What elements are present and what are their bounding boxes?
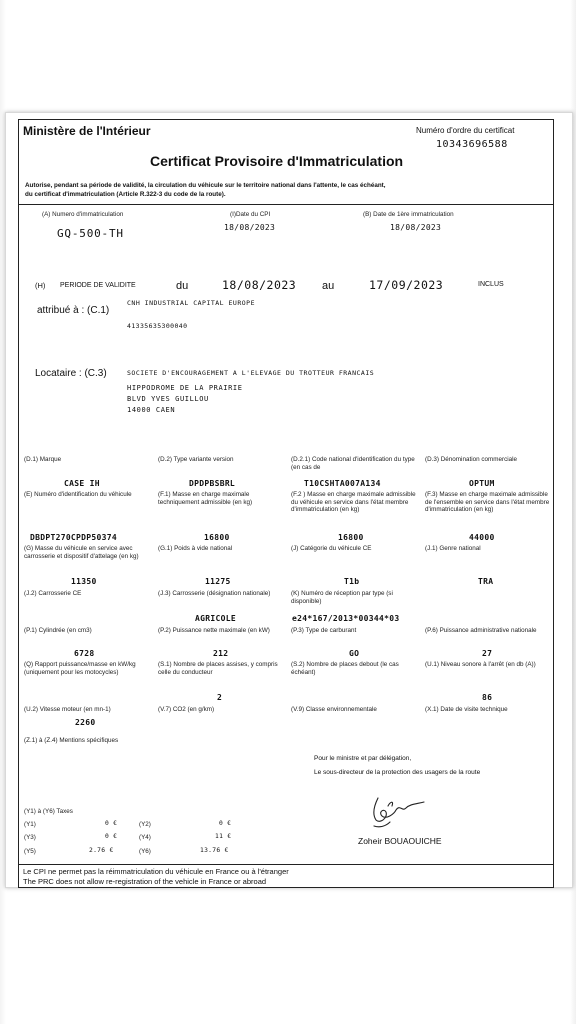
immat-a-label: (A) Numero d'immatriculation: [42, 211, 124, 218]
footer-line-1: Le CPI ne permet pas la réimmatriculation du véhicule en France ou à l'étranger: [23, 867, 289, 876]
f2-value: 16800: [338, 533, 364, 542]
du-value: 18/08/2023: [222, 278, 297, 292]
signatory-name: Zoheir BOUAOUICHE: [358, 836, 442, 846]
p2-value: 212: [213, 649, 229, 658]
locataire-addr2: BLVD YVES GUILLOU: [127, 395, 209, 403]
y1-label: (Y1): [24, 821, 36, 828]
du-label: du: [176, 280, 189, 292]
f3-value: 44000: [469, 533, 495, 542]
p1-label: (P.1) Cylindrée (en cm3): [24, 627, 92, 634]
attribue-label: attribué à : (C.1): [37, 305, 110, 316]
j3-label: (J.3) Carrosserie (désignation nationale): [158, 590, 271, 597]
k-value: e24*167/2013*00344*03: [292, 614, 400, 623]
p6-value: 27: [482, 649, 493, 658]
immat-a-value: GQ-500-TH: [57, 227, 124, 240]
u1-value: 86: [482, 693, 493, 702]
locataire-addr1: HIPPODROME DE LA PRAIRIE: [127, 384, 243, 392]
j1-label: (J.1) Genre national: [425, 545, 481, 552]
p1-value: 6728: [74, 649, 95, 658]
j3-value: AGRICOLE: [195, 614, 236, 623]
footer-divider: [18, 864, 554, 865]
autorisation-line-2: du certificat d'immatriculation (Article R.322-3 du code de la route).: [25, 191, 226, 198]
attribue-id: 41335635300040: [127, 322, 188, 330]
periode-label: PERIODE DE VALIDITE: [60, 282, 136, 289]
d2-value: DPDPBSBRL: [189, 479, 236, 488]
delegation-line-1: Pour le ministre et par délégation,: [314, 755, 412, 762]
attribue-name: CNH INDUSTRIAL CAPITAL EUROPE: [127, 299, 255, 307]
y4-label: (Y4): [139, 834, 151, 841]
au-label: au: [322, 280, 335, 292]
d21-value: T10CSHTA007A134: [304, 479, 381, 488]
au-value: 17/09/2023: [369, 278, 444, 292]
ministere-heading: Ministère de l'Intérieur: [23, 124, 151, 138]
y2-value: 0 €: [219, 820, 232, 827]
g-label: (G) Masse du véhicule en service avec carrosserie et dispositif d'attelage (en kg): [24, 545, 139, 560]
taxes-label: (Y1) à (Y6) Taxes: [24, 808, 73, 815]
y1-value: 0 €: [105, 820, 118, 827]
f2-label: (F.2 ) Masse en charge maximale admissible du véhicule en service dans l'état membre d'immatriculation (en kg): [291, 491, 416, 514]
immat-b-label: (B) Date de 1ère immatriculation: [363, 211, 454, 218]
d3-label: (D.3) Dénomination commerciale: [425, 456, 518, 463]
e-value: DBDPT270CPDP50374: [30, 533, 117, 542]
g1-label: (G.1) Poids à vide national: [158, 545, 233, 552]
p6-label: (P.6) Puissance administrative nationale: [425, 627, 537, 634]
immat-i-value: 18/08/2023: [224, 223, 276, 232]
y6-value: 13.76 €: [200, 847, 229, 854]
v7-label: (V.7) CO2 (en g/km): [158, 706, 215, 713]
j1-value: TRA: [478, 577, 494, 586]
u1-label: (U.1) Niveau sonore à l'arrêt (en db (A)): [425, 661, 536, 668]
ordre-label: Numéro d'ordre du certificat: [416, 126, 515, 135]
g1-value: 11275: [205, 577, 231, 586]
q-label: (Q) Rapport puissance/masse en kW/kg (uniquement pour les motocycles): [24, 661, 136, 676]
k-label: (K) Numéro de réception par type (si disponible): [291, 590, 393, 605]
f3-label: (F.3) Masse en charge maximale admissible de l'ensemble en service dans l'état membre d'immatriculation (en kg): [425, 491, 550, 514]
locataire-label: Locataire : (C.3): [35, 368, 107, 379]
ordre-value: 10343696588: [436, 139, 508, 150]
d2-label: (D.2) Type variante version: [158, 456, 234, 463]
p3-label: (P.3) Type de carburant: [291, 627, 357, 634]
d1-label: (D.1) Marque: [24, 456, 62, 463]
p3-value: GO: [349, 649, 360, 658]
j2-label: (J.2) Carrosserie CE: [24, 590, 82, 597]
y4-value: 11 €: [215, 833, 232, 840]
e-label: (E) Numéro d'identification du véhicule: [24, 491, 132, 498]
v9-label: (V.9) Classe environnementale: [291, 706, 377, 713]
f1-value: 16800: [204, 533, 230, 542]
y5-label: (Y5): [24, 848, 36, 855]
x1-label: (X.1) Date de visite technique: [425, 706, 508, 713]
y6-label: (Y6): [139, 848, 151, 855]
s2-label: (S.2) Nombre de places debout (le cas échéant): [291, 661, 399, 676]
immat-i-label: (I)Date du CPI: [230, 211, 271, 218]
autorisation-line-1: Autorise, pendant sa période de validité, la circulation du véhicule sur le territoire national dans l'attente, le cas échéant,: [25, 182, 386, 189]
g-value: 11350: [71, 577, 97, 586]
locataire-name: SOCIETE D'ENCOURAGEMENT A L'ELEVAGE DU TROTTEUR FRANCAIS: [127, 369, 375, 377]
footer-line-2: The PRC does not allow re-registration of the vehicle in France or abroad: [23, 877, 267, 886]
validite-h-label: (H): [35, 281, 46, 290]
y2-label: (Y2): [139, 821, 151, 828]
d1-value: CASE IH: [64, 479, 100, 488]
inclus-label: INCLUS: [478, 281, 504, 288]
u2-label: (U.2) Vitesse moteur (en mn-1): [24, 706, 111, 713]
y3-value: 0 €: [105, 833, 118, 840]
locataire-addr3: 14000 CAEN: [127, 406, 176, 414]
f1-label: (F.1) Masse en charge maximale techniquement admissible (en kg): [158, 491, 253, 506]
s1-label: (S.1) Nombre de places assises, y compris celle du conducteur: [158, 661, 278, 676]
immat-b-value: 18/08/2023: [390, 223, 442, 232]
y3-label: (Y3): [24, 834, 36, 841]
z-label: (Z.1) à (Z.4) Mentions spécifiques: [24, 737, 119, 744]
page-title: Certificat Provisoire d'Immatriculation: [150, 153, 404, 169]
u2-value: 2260: [75, 718, 96, 727]
j-value: T1b: [344, 577, 360, 586]
d3-value: OPTUM: [469, 479, 495, 488]
header-divider: [18, 204, 554, 205]
signature: [366, 792, 436, 832]
d21-label: (D.2.1) Code national d'identification du type (en cas de: [291, 456, 415, 471]
p2-label: (P.2) Puissance nette maximale (en kW): [158, 627, 270, 634]
y5-value: 2.76 €: [89, 847, 114, 854]
s1-value: 2: [217, 693, 223, 702]
j-label: (J) Catégorie du véhicule CE: [291, 545, 372, 552]
delegation-line-2: Le sous-directeur de la protection des usagers de la route: [314, 769, 481, 776]
